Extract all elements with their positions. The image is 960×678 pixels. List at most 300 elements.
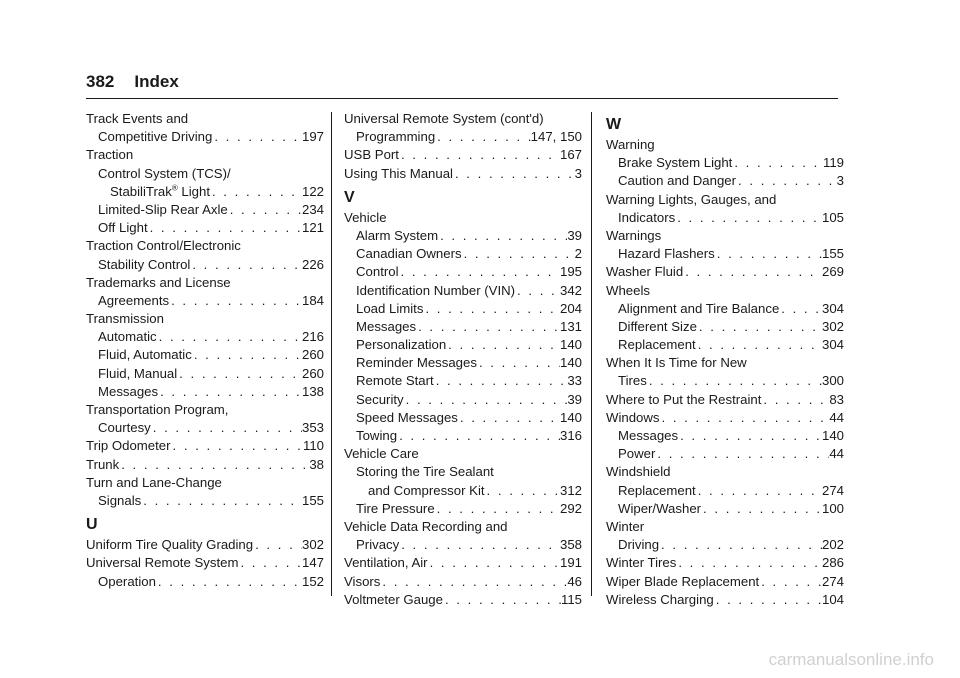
entry-text: Messages [98,383,159,399]
index-heading: Vehicle Data Recording and [344,518,508,534]
index-entry[interactable] [606,445,844,463]
entry-label [618,372,647,390]
entry-label [98,492,141,510]
index-heading: When It Is Time for New [606,355,747,371]
page-ref[interactable]: 33 [567,373,582,389]
page-ref[interactable]: 140 [559,409,582,425]
dot-leader [443,591,561,609]
entry-text: and Compressor Kit [368,482,485,498]
index-entry[interactable] [344,391,582,409]
index-entry[interactable] [344,409,582,427]
page-ref[interactable]: 140 [821,428,844,443]
page-number: 382 [86,72,115,91]
entry-text: Messages [618,428,679,443]
entry-label [618,427,678,445]
entry-label [86,554,238,572]
entry-text: Tire Pressure [356,500,435,516]
entry-text-suffix: Light [177,183,210,199]
index-entry[interactable] [86,219,324,237]
page-ref[interactable]: 110 [302,438,324,454]
page-ref[interactable]: 155 [821,246,844,262]
entry-label [356,427,397,445]
page-ref[interactable]: 83 [829,391,844,407]
dot-leader [732,154,823,172]
entry-label [356,263,399,281]
dot-leader [428,554,560,572]
entry-label [606,573,759,591]
index-entry[interactable] [86,256,324,274]
registered-mark: ® [171,183,178,193]
entry-text: StabiliTrak [110,183,172,199]
page-ref[interactable]: 39 [567,391,582,407]
entry-text: Universal Remote System [86,555,239,571]
entry-text: Programming [356,129,436,145]
entry-text: Ventilation, Air [344,555,428,571]
index-entry[interactable] [606,154,844,172]
entry-text: Caution and Danger [618,173,737,189]
entry-label [98,256,190,274]
entry-label [356,536,399,554]
page-ref[interactable]: 147 [301,555,324,571]
page-ref[interactable]: 292 [559,500,582,516]
entry-text: Replacement [618,482,696,498]
page-ref[interactable]: 286 [821,555,844,571]
entry-label [606,263,683,281]
entry-label [98,292,169,310]
index-entry[interactable] [606,172,844,190]
dot-leader [156,573,302,591]
entry-text: Trip Odometer [86,438,171,454]
dot-leader [660,409,830,427]
entry-label [98,383,158,401]
index-entry[interactable] [344,554,582,572]
dot-leader [438,227,567,245]
entry-text: Competitive Driving [98,129,213,145]
entry-label [110,183,210,201]
dot-leader [190,256,302,274]
page-ref[interactable]: 3 [836,173,844,189]
dot-leader [515,282,560,300]
entry-text: Automatic [98,329,157,345]
page-ref[interactable]: 202 [821,537,844,553]
page-ref[interactable]: 138 [301,383,324,399]
dot-leader [416,318,560,336]
page-ref[interactable]: 304 [821,300,844,316]
dot-leader [192,346,302,364]
entry-label [98,419,151,437]
dot-leader [238,554,302,572]
dot-leader [676,554,822,572]
dot-leader [675,209,822,227]
index-entry[interactable] [344,354,582,372]
entry-text: Uniform Tire Quality Grading [86,537,254,553]
entry-text: Brake System Light [618,155,733,171]
dot-leader [736,172,837,190]
dot-leader [434,372,568,390]
dot-leader [701,500,822,518]
entry-label [98,219,148,237]
page-ref[interactable]: 316 [559,428,582,443]
index-heading: Wheels [606,282,650,298]
entry-text: Alignment and Tire Balance [618,300,780,316]
entry-text: Stability Control [98,256,191,272]
entry-label [618,172,736,190]
page-ref[interactable]: 44 [829,409,844,425]
index-entry[interactable] [606,245,844,263]
index-entry[interactable] [606,409,844,427]
page-ref[interactable]: 105 [821,209,844,225]
index-entry[interactable] [86,128,324,146]
entry-text: Privacy [356,537,400,553]
dot-leader [404,391,568,409]
dot-leader [435,500,560,518]
dot-leader [212,128,302,146]
dot-leader [210,183,302,201]
entry-label [98,573,156,591]
dot-leader [446,336,560,354]
page-ref[interactable]: 131 [559,318,582,334]
index-entry[interactable] [344,372,582,390]
index-entry[interactable] [344,245,582,263]
entry-label [356,336,446,354]
index-entry[interactable] [606,500,844,518]
watermark: carmanualsonline.info [768,650,934,669]
entry-text: Operation [98,573,156,589]
entry-label [344,591,443,609]
entry-label [606,391,761,409]
index-entry[interactable] [344,282,582,300]
entry-label [618,336,696,354]
dot-leader [659,536,822,554]
page-ref[interactable]: 191 [559,555,582,571]
index-entry[interactable] [344,482,582,500]
index-column-2 [344,110,582,609]
entry-text: Reminder Messages [356,355,477,371]
index-entry[interactable] [86,437,324,455]
dot-leader [435,128,531,146]
section-letter: W [606,116,622,133]
entry-label [86,456,119,474]
dot-leader [399,536,560,554]
entry-text: Indicators [618,209,676,225]
entry-label [98,201,228,219]
index-heading: Windshield [606,464,671,480]
entry-label [618,209,675,227]
dot-leader [485,482,560,500]
page-ref[interactable]: 147, 150 [530,129,582,145]
entry-text: Wiper/Washer [618,500,702,516]
entry-label [98,365,177,383]
dot-leader [714,591,822,609]
index-entry[interactable] [344,318,582,336]
page-ref[interactable]: 2 [574,246,582,262]
index-entry[interactable] [344,536,582,554]
index-entry[interactable] [86,383,324,401]
entry-text: Replacement [618,337,696,353]
index-heading: Warning Lights, Gauges, and [606,191,777,207]
page-ref[interactable]: 44 [829,446,844,462]
page-ref[interactable]: 302 [301,537,324,553]
index-entry[interactable] [606,372,844,390]
entry-label [356,282,515,300]
index-column-3 [606,110,844,609]
index-entry[interactable] [606,209,844,227]
entry-text: Remote Start [356,373,434,389]
entry-label [356,318,416,336]
page-ref[interactable]: 260 [301,347,324,363]
page-ref[interactable]: 274 [821,573,844,589]
index-entry[interactable] [344,263,582,281]
page-ref[interactable]: 197 [301,129,324,145]
page-ref[interactable]: 38 [309,456,324,472]
entry-label [618,536,659,554]
dot-leader [761,391,829,409]
entry-label [344,573,380,591]
entry-text: Messages [356,318,417,334]
entry-text: Tires [618,373,647,389]
index-entry[interactable] [86,292,324,310]
dot-leader [423,300,560,318]
index-entry[interactable] [344,427,582,445]
page-ref[interactable]: 342 [559,282,582,298]
entry-text: Security [356,391,404,407]
entry-label [356,245,462,263]
entry-text: Speed Messages [356,409,458,425]
entry-text: Using This Manual [344,165,453,181]
page-ref[interactable]: 195 [559,264,582,280]
index-entry[interactable] [606,482,844,500]
page-ref[interactable]: 115 [560,591,582,607]
entry-label [98,328,157,346]
index-entry[interactable] [344,300,582,318]
page-ref[interactable]: 100 [821,500,844,516]
entry-text: Control [356,264,399,280]
index-entry[interactable] [344,336,582,354]
index-heading: Transportation Program, [86,402,229,417]
page-ref[interactable]: 358 [559,537,582,553]
index-entry[interactable] [606,573,844,591]
entry-label [86,437,171,455]
page-ref[interactable]: 39 [567,227,582,243]
index-entry[interactable] [86,492,324,510]
entry-text: Hazard Flashers [618,246,715,262]
index-entry[interactable] [344,165,582,183]
entry-text: USB Port [344,147,399,163]
index-entry[interactable] [86,554,324,572]
page-ref[interactable]: 122 [301,183,324,199]
entry-label [618,300,779,318]
dot-leader [696,336,822,354]
dot-leader [228,201,302,219]
index-entry[interactable] [606,554,844,572]
entry-label [356,500,435,518]
entry-text: Canadian Owners [356,246,462,262]
dot-leader [715,245,822,263]
entry-text: Limited-Slip Rear Axle [98,201,228,217]
dot-leader [157,328,302,346]
index-heading: Traction [86,147,134,163]
page-ref[interactable]: 300 [821,373,844,389]
dot-leader [148,219,302,237]
entry-label [356,409,458,427]
entry-text: Load Limits [356,300,424,316]
index-entry[interactable] [606,391,844,409]
dot-leader [655,445,829,463]
page-ref[interactable]: 226 [301,256,324,272]
dot-leader [141,492,302,510]
page-header [86,72,179,92]
dot-leader [380,573,567,591]
entry-label [344,554,428,572]
index-entry[interactable] [86,328,324,346]
entry-label [618,445,655,463]
dot-leader [158,383,302,401]
page-ref[interactable]: 353 [301,420,324,436]
page-ref[interactable]: 167 [559,147,582,163]
entry-text: Winter Tires [606,555,677,571]
section-letter: V [344,188,355,206]
entry-text: Washer Fluid [606,264,684,280]
index-heading: Warning [606,137,655,152]
entry-text: Different Size [618,318,697,334]
index-entry[interactable] [86,365,324,383]
dot-leader [696,482,822,500]
index-entry[interactable] [344,128,582,146]
page-ref[interactable]: 3 [574,165,582,181]
index-entry[interactable] [606,591,844,609]
entry-text: Wiper Blade Replacement [606,573,760,589]
entry-text: Personalization [356,337,447,353]
section-letter: U [86,516,98,534]
dot-leader [462,245,575,263]
page-ref[interactable]: 184 [301,292,324,308]
index-entry[interactable] [86,536,324,554]
index-entry[interactable] [86,183,324,201]
entry-text: Power [618,446,656,462]
page-ref[interactable]: 46 [567,573,582,589]
page-ref[interactable]: 274 [821,482,844,498]
entry-label [618,500,701,518]
dot-leader [399,146,560,164]
index-heading: Universal Remote System (cont'd) [344,111,544,126]
entry-label [344,146,399,164]
entry-text: Where to Put the Restraint [606,391,762,407]
index-heading: Track Events and [86,111,189,126]
dot-leader [169,292,302,310]
entry-text: Towing [356,428,398,443]
dot-leader [683,263,822,281]
index-entry[interactable] [606,536,844,554]
index-heading: Vehicle [344,209,387,225]
entry-label [86,536,253,554]
index-entry[interactable] [344,227,582,245]
column-divider [331,112,332,596]
header-rule [86,98,838,99]
page-ref[interactable]: 260 [301,365,324,381]
entry-label [98,128,212,146]
index-entry[interactable] [344,591,582,609]
entry-text: Visors [344,573,381,589]
dot-leader [759,573,822,591]
index-heading: Storing the Tire Sealant [356,464,494,480]
entry-label [618,482,696,500]
page-ref[interactable]: 302 [821,318,844,334]
entry-label [618,154,732,172]
index-entry[interactable] [344,146,582,164]
index-entry[interactable] [344,500,582,518]
index-entry[interactable] [86,456,324,474]
index-entry[interactable] [606,336,844,354]
index-entry[interactable] [86,573,324,591]
page-ref[interactable]: 204 [559,300,582,316]
entry-text: Alarm System [356,227,439,243]
page-ref[interactable]: 140 [559,355,582,371]
page-ref[interactable]: 304 [821,337,844,353]
page-ref[interactable]: 104 [821,591,844,607]
entry-text: Courtesy [98,420,151,436]
index-heading: Turn and Lane-Change [86,474,222,490]
page-ref[interactable]: 216 [301,329,324,345]
index-entry[interactable] [606,263,844,281]
page-ref[interactable]: 155 [301,492,324,508]
dot-leader [177,365,302,383]
index-entry[interactable] [344,573,582,591]
index-entry[interactable] [606,318,844,336]
index-entry[interactable] [86,201,324,219]
page-ref[interactable]: 269 [821,264,844,280]
page-ref[interactable]: 140 [559,337,582,353]
dot-leader [453,165,575,183]
entry-text: Voltmeter Gauge [344,591,443,607]
entry-label [618,318,697,336]
dot-leader [779,300,822,318]
index-heading: Warnings [606,227,662,243]
index-entry[interactable] [86,346,324,364]
entry-label [356,354,477,372]
column-divider [591,112,592,596]
index-heading: Trademarks and License [86,274,231,290]
page-ref[interactable]: 121 [301,220,324,236]
dot-leader [647,372,822,390]
page-ref[interactable]: 119 [822,155,844,171]
entry-label [606,409,660,427]
entry-label [606,554,676,572]
entry-text: Identification Number (VIN) [356,282,516,298]
entry-label [344,165,453,183]
entry-label [356,300,423,318]
index-column-1 [86,110,324,591]
entry-label [98,346,192,364]
entry-label [606,591,714,609]
index-entry[interactable] [86,419,324,437]
entry-label [356,227,438,245]
entry-label [356,128,435,146]
dot-leader [151,419,302,437]
page-ref[interactable]: 312 [559,482,582,498]
entry-text: Fluid, Manual [98,365,178,381]
index-entry[interactable] [606,427,844,445]
page-title: Index [134,72,179,91]
dot-leader [171,437,303,455]
entry-label [356,391,404,409]
page-ref[interactable]: 152 [301,573,324,589]
dot-leader [697,318,822,336]
index-heading: Winter [606,518,645,534]
dot-leader [397,427,560,445]
page-ref[interactable]: 234 [301,201,324,217]
index-entry[interactable] [606,300,844,318]
dot-leader [477,354,560,372]
